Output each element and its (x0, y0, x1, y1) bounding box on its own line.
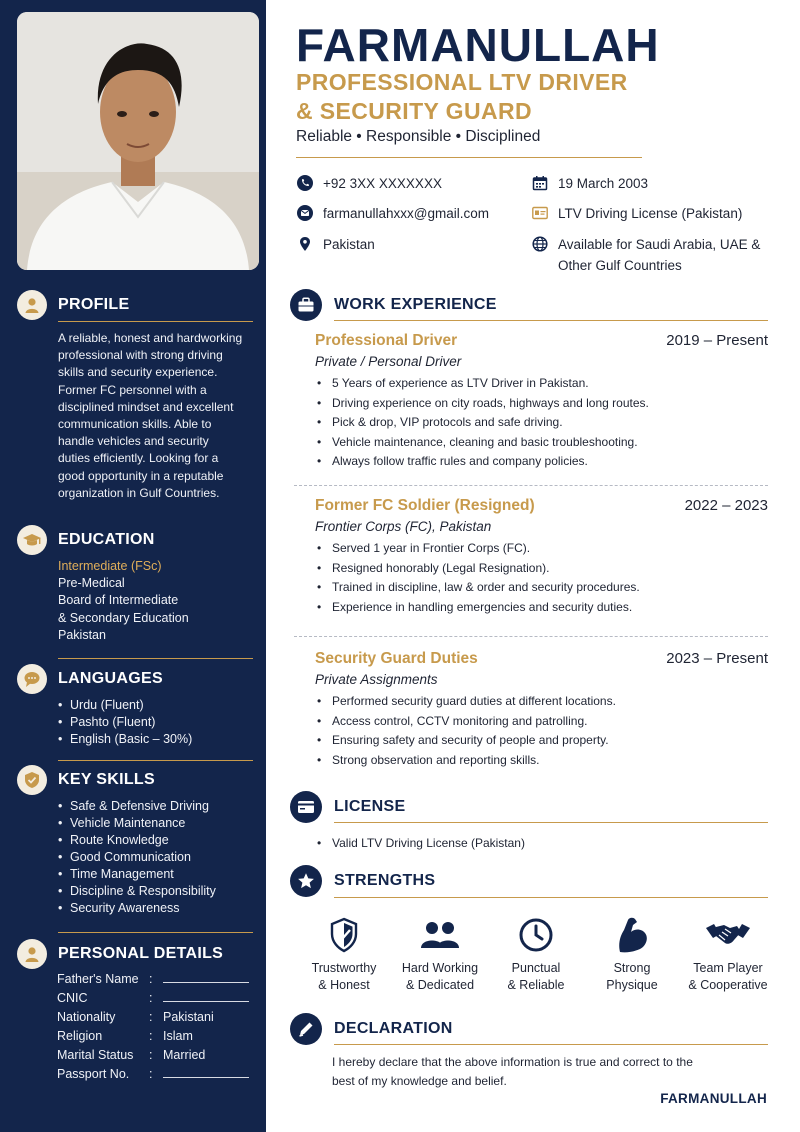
job-bullets (315, 374, 768, 472)
profile-section (17, 288, 253, 502)
detail-row: Nationality : Pakistani (57, 1008, 253, 1027)
profile-line: Former FC personnel with a (58, 382, 207, 397)
strength-label-line: Trustworthy (311, 961, 377, 975)
bullet-item: • Served 1 year in Frontier Corps (FC). (315, 539, 768, 559)
strength-item (680, 914, 776, 993)
languages-section (17, 662, 253, 748)
license-text: LTV Driving License (Pakistan) (558, 206, 743, 221)
education-board: Board of Intermediate (58, 593, 179, 608)
detail-row: Marital Status : Married (57, 1046, 253, 1065)
shield-check-icon (17, 765, 47, 795)
job-entry-title: Security Guard Duties (315, 650, 478, 667)
job-entry-org: Private Assignments (315, 672, 438, 687)
candidate-name: FARMANULLAH (296, 19, 660, 71)
profile-photo (17, 12, 259, 270)
education-board: & Secondary Education (58, 610, 189, 625)
sidebar (0, 0, 266, 1132)
languages-list (58, 697, 253, 748)
availability-line: Available for Saudi Arabia, UAE & (558, 237, 761, 252)
detail-row: Father's Name : (57, 970, 253, 989)
strength-label-line: & Honest (318, 977, 370, 992)
bullet-item: • Driving experience on city roads, highways and long routes. (315, 394, 768, 414)
bullet-item: • Resigned honorably (Legal Resignation). (315, 559, 768, 579)
speech-bubble-icon (17, 664, 47, 694)
job-entry (315, 650, 768, 770)
profile-line: good opportunity in a reputable (58, 468, 224, 483)
personal-details-heading: PERSONAL DETAILS (58, 945, 224, 962)
availability-line: Other Gulf Countries (558, 258, 682, 273)
bullet-item: • Vehicle maintenance, cleaning and basic troubleshooting. (315, 433, 768, 453)
strength-label-line: & Dedicated (405, 977, 475, 992)
strength-item (392, 914, 488, 993)
contact-phone (296, 173, 442, 194)
blank-line (163, 1066, 249, 1078)
bullet-item: • Ensuring safety and security of people and property. (315, 731, 768, 751)
education-heading: EDUCATION (58, 531, 155, 548)
phone-icon (296, 174, 314, 192)
divider (294, 485, 768, 486)
blank-line (163, 971, 249, 983)
skills-list (58, 798, 253, 917)
job-entry-years: 2019 – Present (666, 332, 768, 349)
work-experience-heading (290, 289, 497, 321)
bullet-item: • Always follow traffic rules and company policies. (315, 452, 768, 472)
person-icon (17, 290, 47, 320)
id-card-icon (290, 791, 322, 823)
declaration-heading (290, 1013, 453, 1045)
strength-label (680, 960, 776, 993)
job-bullets (315, 539, 768, 617)
location-text: Pakistan (323, 237, 375, 252)
job-bullets (315, 692, 768, 770)
divider (58, 658, 253, 659)
profile-line: organization in Gulf Countries. (58, 485, 220, 500)
strength-label (296, 960, 392, 993)
job-entry-title: Former FC Soldier (Resigned) (315, 497, 535, 514)
shield-check-icon (296, 914, 392, 956)
personal-details-table (57, 970, 253, 1084)
strength-label-line: & Reliable (507, 977, 565, 992)
profile-line: communication skills. Able to (58, 417, 212, 432)
bullet-item: • Access control, CCTV monitoring and patrolling. (315, 712, 768, 732)
strength-label-line: Team Player (693, 961, 763, 975)
detail-label: Passport No. (57, 1067, 130, 1081)
pen-icon (290, 1013, 322, 1045)
tagline: Reliable • Responsible • Disciplined (296, 128, 541, 145)
skill-item: • Good Communication (58, 849, 253, 866)
phone-number: +92 3XX XXXXXXX (323, 176, 442, 191)
bullet-item: • Trained in discipline, law & order and security procedures. (315, 578, 768, 598)
skills-heading: KEY SKILLS (58, 771, 155, 788)
strength-label-line: Punctual (511, 961, 561, 975)
detail-label: Religion (57, 1029, 103, 1043)
license-list (315, 834, 768, 854)
detail-row: CNIC : (57, 989, 253, 1008)
graduation-cap-icon (17, 525, 47, 555)
profile-line: professional with strong driving (58, 348, 223, 363)
divider (294, 636, 768, 637)
education-degree: Intermediate (FSc) (58, 559, 162, 573)
divider (334, 897, 768, 898)
language-item: • Urdu (Fluent) (58, 697, 253, 714)
declaration-text (332, 1053, 752, 1090)
map-pin-icon (296, 235, 314, 253)
detail-row: Religion : Islam (57, 1027, 253, 1046)
languages-heading: LANGUAGES (58, 670, 163, 687)
signature-name: FARMANULLAH (660, 1091, 767, 1106)
skill-item: • Security Awareness (58, 900, 253, 917)
job-title-line: PROFESSIONAL LTV DRIVER (296, 69, 628, 95)
flexed-arm-icon (584, 914, 680, 956)
language-item: • English (Basic – 30%) (58, 731, 253, 748)
divider (58, 321, 253, 322)
profile-line: disciplined mindset and excellent (58, 399, 234, 414)
detail-value: Pakistani (163, 1010, 214, 1024)
detail-label: Nationality (57, 1010, 116, 1024)
contact-dob (531, 173, 648, 194)
skill-item: • Route Knowledge (58, 832, 253, 849)
personal-details-section (17, 937, 253, 1084)
declaration-line: I hereby declare that the above information is true and correct to the (332, 1055, 693, 1069)
declaration-line: best of my knowledge and belief. (332, 1073, 507, 1088)
section-title: DECLARATION (334, 1020, 453, 1037)
bullet-item: • Experience in handling emergencies and security duties. (315, 598, 768, 618)
strength-label (392, 960, 488, 993)
detail-row: Passport No. : (57, 1065, 253, 1084)
divider (58, 932, 253, 933)
id-card-icon (531, 204, 549, 222)
profile-line: duties efficiently. Looking for a (58, 451, 219, 466)
main-content (266, 0, 800, 1132)
star-icon (290, 865, 322, 897)
license-heading (290, 791, 405, 823)
people-icon (392, 914, 488, 956)
license-item: • Valid LTV Driving License (Pakistan) (315, 834, 768, 854)
education-field: Pre-Medical (58, 576, 125, 591)
section-title: LICENSE (334, 798, 406, 815)
skill-item: • Safe & Defensive Driving (58, 798, 253, 815)
job-entry-org: Private / Personal Driver (315, 354, 462, 369)
profile-line: skills and security experience. (58, 365, 218, 380)
blank-line (163, 990, 249, 1002)
strength-label (584, 960, 680, 993)
divider (296, 157, 642, 158)
skill-item: • Vehicle Maintenance (58, 815, 253, 832)
strength-item (488, 914, 584, 993)
clock-icon (488, 914, 584, 956)
strengths-row (296, 914, 776, 993)
section-title: STRENGTHS (334, 872, 436, 889)
education-country: Pakistan (58, 627, 106, 642)
detail-value: Islam (163, 1029, 193, 1043)
calendar-icon (531, 174, 549, 192)
detail-value: Married (163, 1048, 206, 1062)
section-title: WORK EXPERIENCE (334, 296, 497, 313)
globe-icon (531, 235, 549, 253)
detail-label: Father's Name (57, 972, 139, 986)
education-details (58, 558, 253, 644)
language-item: • Pashto (Fluent) (58, 714, 253, 731)
job-title (296, 68, 628, 126)
job-entry-org: Frontier Corps (FC), Pakistan (315, 519, 492, 534)
handshake-icon (680, 914, 776, 956)
skills-section (17, 763, 253, 917)
availability-text (558, 234, 760, 276)
person-icon (17, 939, 47, 969)
job-entry-years: 2022 – 2023 (684, 497, 768, 514)
strength-item (584, 914, 680, 993)
date-of-birth: 19 March 2003 (558, 176, 649, 191)
contact-availability (531, 234, 760, 276)
profile-line: handle vehicles and security (58, 434, 209, 449)
divider (334, 822, 768, 823)
job-title-line: & SECURITY GUARD (296, 98, 532, 124)
strengths-heading (290, 865, 435, 897)
envelope-icon (296, 204, 314, 222)
education-section (17, 523, 253, 644)
detail-label: Marital Status (57, 1048, 134, 1062)
profile-line: A reliable, honest and hardworking (58, 331, 243, 345)
bullet-item: • Pick & drop, VIP protocols and safe driving. (315, 413, 768, 433)
profile-text (58, 330, 253, 502)
briefcase-icon (290, 289, 322, 321)
divider (334, 320, 768, 321)
bullet-item: • 5 Years of experience as LTV Driver in Pakistan. (315, 374, 768, 394)
contact-email (296, 203, 489, 224)
divider (334, 1044, 768, 1045)
strength-label-line: Physique (606, 977, 658, 992)
strength-label-line: & Cooperative (688, 977, 768, 992)
email-address: farmanullahxxx@gmail.com (323, 206, 490, 221)
job-entry-title: Professional Driver (315, 332, 458, 349)
job-entry (315, 497, 768, 617)
skill-item: • Time Management (58, 866, 253, 883)
profile-heading: PROFILE (58, 296, 130, 313)
strength-label-line: Hard Working (401, 961, 479, 975)
bullet-item: • Strong observation and reporting skills. (315, 751, 768, 771)
bullet-item: • Performed security guard duties at different locations. (315, 692, 768, 712)
contact-license (531, 203, 742, 224)
job-entry (315, 332, 768, 472)
job-entry-years: 2023 – Present (666, 650, 768, 667)
skill-item: • Discipline & Responsibility (58, 883, 253, 900)
divider (58, 760, 253, 761)
strength-item (296, 914, 392, 993)
strength-label-line: Strong (613, 961, 651, 975)
detail-label: CNIC (57, 991, 88, 1005)
contact-location (296, 234, 375, 255)
strength-label (488, 960, 584, 993)
